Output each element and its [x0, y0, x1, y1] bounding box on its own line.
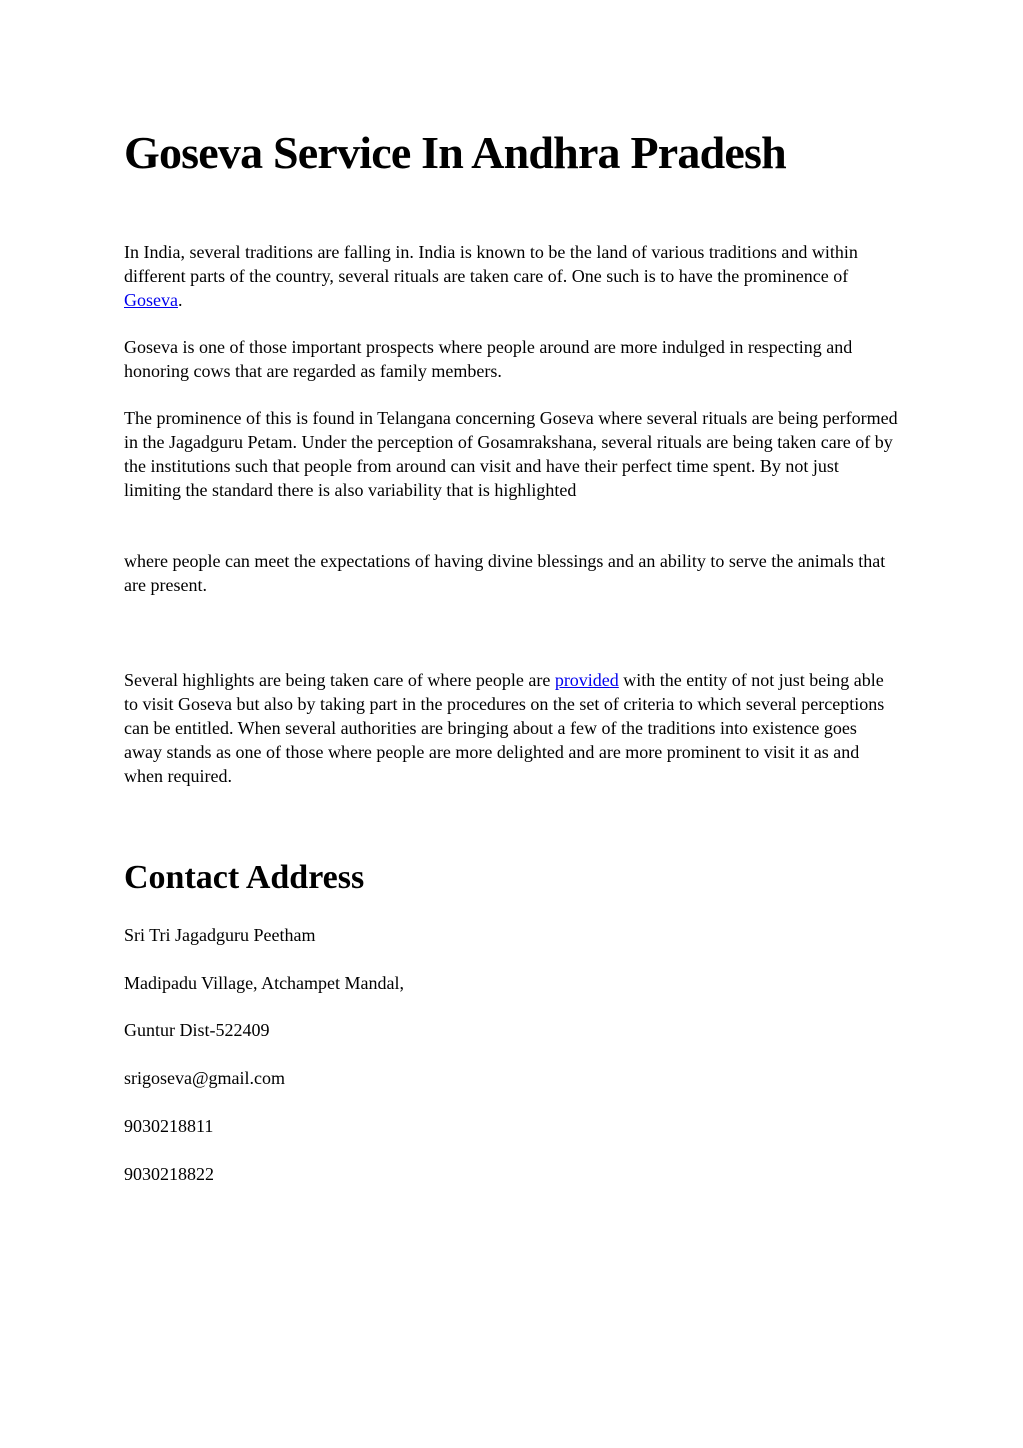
contact-phone-1: 9030218811	[124, 1116, 214, 1136]
highlights-text-end: with the entity of not just being able to visit Goseva but also by taking part in the procedures on the set of criteria to which several perceptions can be entitled. When several authorities are bringing about a few of the traditions into existence goes away stands as one of those where people are more delighted and are more prominent to visit it as and when required.	[124, 670, 885, 786]
contact-heading: Contact Address	[124, 859, 365, 896]
intro-paragraph	[124, 240, 899, 312]
contact-address-line1: Madipadu Village, Atchampet Mandal,	[124, 973, 405, 993]
contact-phone-2: 9030218822	[124, 1164, 214, 1184]
intro-text: In India, several traditions are falling in. India is known to be the land of various traditions and within different parts of the country, several rituals are taken care of. One such is to have the prominence of	[124, 242, 858, 286]
intro-text-end: .	[177, 290, 183, 310]
goseva-link[interactable]: Goseva	[124, 290, 178, 310]
highlights-text: Several highlights are being taken care of where people are	[124, 670, 555, 690]
contact-name: Sri Tri Jagadguru Peetham	[124, 925, 316, 945]
contact-address-line2: Guntur Dist-522409	[124, 1020, 270, 1040]
blessings-paragraph: where people can meet the expectations of having divine blessings and an ability to serve the animals that are present.	[124, 551, 886, 595]
highlights-paragraph	[124, 668, 899, 788]
contact-email: srigoseva@gmail.com	[124, 1068, 286, 1088]
telangana-paragraph: The prominence of this is found in Telangana concerning Goseva where several rituals are being performed in the Jagadguru Petam. Under the perception of Gosamrakshana, several rituals are being taken care of by the institutions such that people from around can visit and have their perfect time spent. By not just limiting the standard there is also variability that is highlighted	[124, 408, 898, 500]
provided-link[interactable]: provided	[554, 670, 619, 690]
page-title: Goseva Service In Andhra Pradesh	[124, 127, 786, 178]
goseva-paragraph: Goseva is one of those important prospects where people around are more indulged in respecting and honoring cows that are regarded as family members.	[124, 337, 853, 381]
